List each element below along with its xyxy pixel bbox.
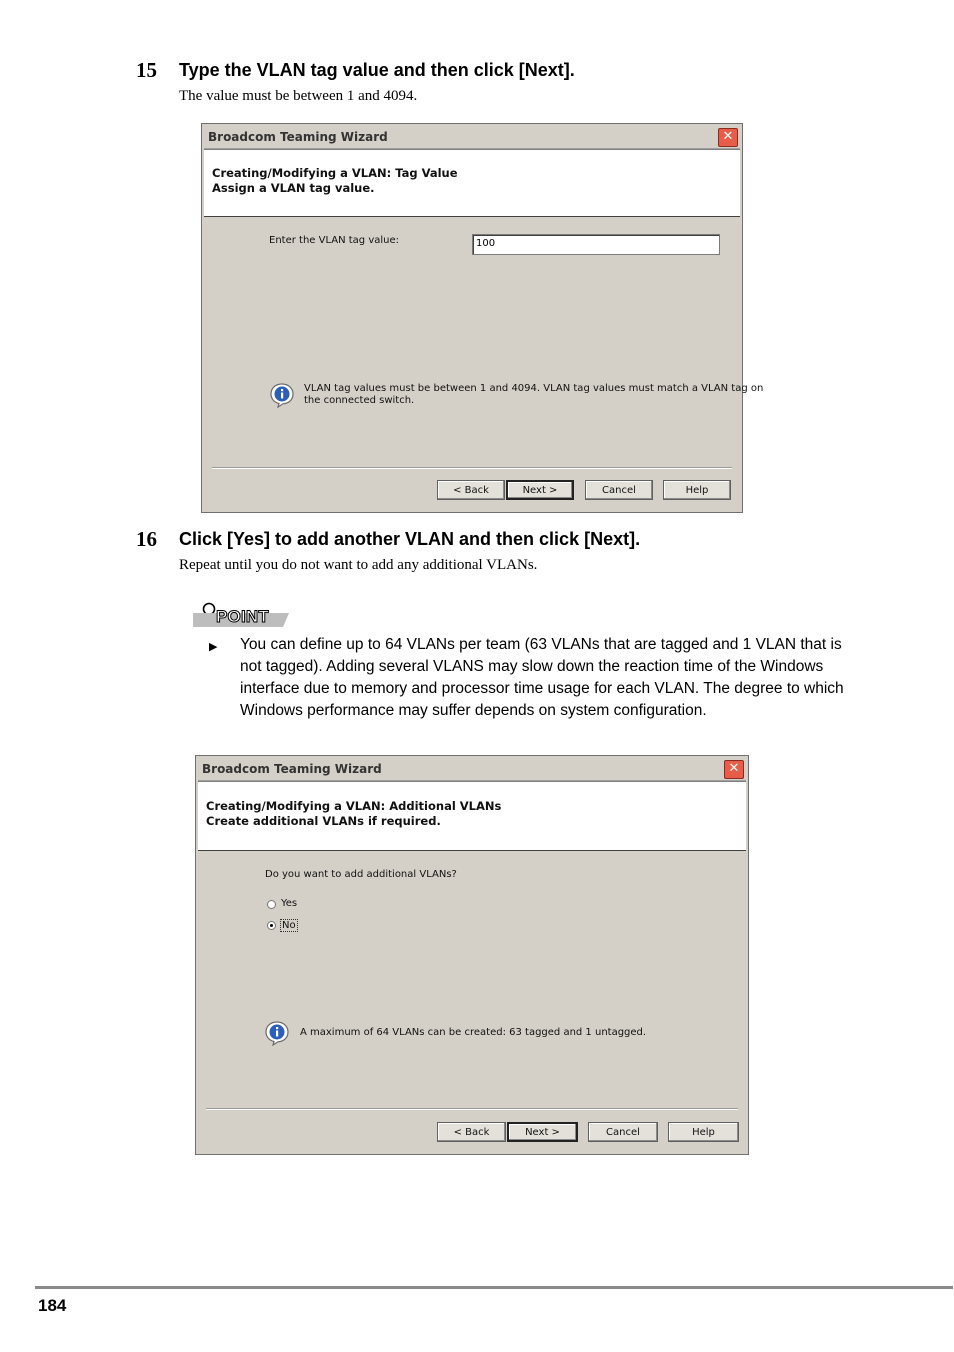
dialog-vlan-tag-value — [201, 123, 764, 513]
step-title-15: Type the VLAN tag value and then click [Next]. — [179, 60, 575, 80]
dialog-header — [204, 149, 740, 217]
dialog-title: Broadcom Teaming Wizard — [208, 130, 388, 144]
dialog-heading: Creating/Modifying a VLAN: Tag Value — [212, 166, 458, 180]
dialog-titlebar — [204, 126, 740, 149]
info-text-line-2: the connected switch. — [304, 395, 415, 406]
dialog-subheading: Assign a VLAN tag value. — [212, 181, 375, 195]
back-button[interactable]: < Back — [437, 1122, 506, 1142]
help-button[interactable]: Help — [668, 1122, 739, 1142]
step-number-15: 15 — [136, 58, 157, 82]
next-button[interactable]: Next > — [507, 1122, 578, 1142]
point-bullet-text: You can define up to 64 VLANs per team (63 VLANs that are tagged and 1 VLAN that is not tagged). Adding several VLANS may slow down the reaction time of the Windows interface due to memory and processor time usage for each VLAN. The degree to which Windows performance may suffer depends on system configuration. — [240, 636, 844, 719]
step-description-15: The value must be between 1 and 4094. — [179, 88, 418, 104]
dialog-heading: Creating/Modifying a VLAN: Additional VLANs — [206, 799, 502, 813]
button-separator — [206, 1108, 738, 1110]
radio-yes-label[interactable]: Yes — [281, 898, 298, 909]
step-number-16: 16 — [136, 527, 157, 551]
info-text: A maximum of 64 VLANs can be created: 63 tagged and 1 untagged. — [300, 1027, 647, 1038]
dialog-additional-vlans — [195, 755, 749, 1155]
next-button[interactable]: Next > — [506, 480, 574, 500]
radio-no-label[interactable]: No — [282, 920, 296, 931]
vlan-tag-label: Enter the VLAN tag value: — [269, 235, 400, 246]
help-button[interactable]: Help — [663, 480, 731, 500]
info-text-line-1: VLAN tag values must be between 1 and 4094. VLAN tag values must match a VLAN tag on — [304, 383, 764, 394]
info-icon — [264, 1020, 290, 1046]
step-description-16: Repeat until you do not want to add any additional VLANs. — [179, 557, 538, 573]
cancel-button[interactable]: Cancel — [585, 480, 653, 500]
close-icon[interactable]: ✕ — [724, 760, 744, 779]
point-label: POINT — [216, 607, 269, 626]
close-icon[interactable]: ✕ — [718, 128, 738, 147]
back-button[interactable]: < Back — [437, 480, 505, 500]
vlan-tag-input[interactable]: 100 — [472, 234, 720, 255]
dialog-title: Broadcom Teaming Wizard — [202, 762, 382, 776]
step-title-16: Click [Yes] to add another VLAN and then click [Next]. — [179, 529, 641, 549]
info-icon — [269, 382, 295, 408]
page-number: 184 — [38, 1296, 67, 1315]
dialog-header — [198, 781, 746, 851]
additional-vlans-question: Do you want to add additional VLANs? — [265, 869, 457, 880]
bullet-arrow-icon: ▶ — [209, 640, 218, 653]
radio-no[interactable] — [267, 921, 276, 930]
radio-yes[interactable] — [267, 900, 276, 909]
button-separator — [212, 467, 732, 469]
dialog-subheading: Create additional VLANs if required. — [206, 814, 441, 828]
point-badge — [193, 601, 291, 629]
dialog-titlebar — [198, 758, 746, 781]
footer-rule — [35, 1286, 953, 1289]
cancel-button[interactable]: Cancel — [588, 1122, 658, 1142]
